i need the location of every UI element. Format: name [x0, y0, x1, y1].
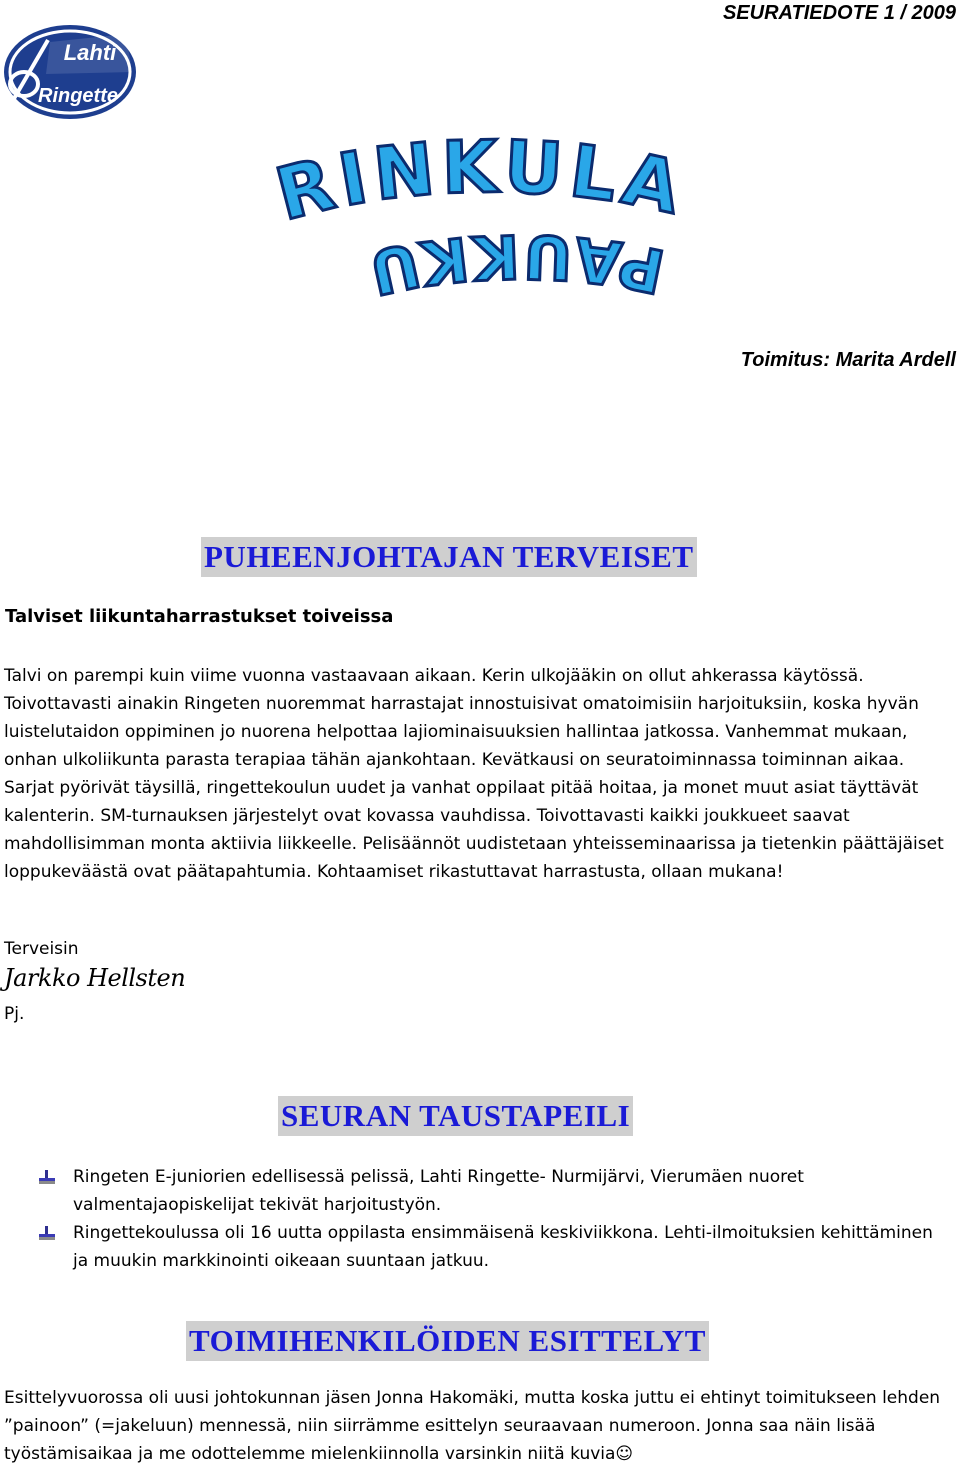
- list-item: [38, 1219, 938, 1275]
- signer-role: Pj.: [4, 1004, 25, 1024]
- signature: Jarkko Hellsten: [4, 964, 186, 992]
- book-bullet-icon: [38, 1170, 56, 1186]
- section-title-staff-intro: TOIMIHENKILÖIDEN ESITTELYT: [186, 1321, 709, 1361]
- greeting-text: Terveisin: [4, 939, 79, 959]
- svg-text:Ringette: Ringette: [38, 85, 118, 107]
- svg-text:PAUKKU: PAUKKU: [357, 220, 671, 309]
- club-board-list: [38, 1163, 938, 1275]
- rinkula-paukku-masthead: [130, 130, 830, 360]
- section-title-club-board: SEURAN TAUSTAPEILI: [278, 1096, 633, 1136]
- editor-credit: Toimitus: Marita Ardell: [740, 349, 956, 371]
- issue-label: SEURATIEDOTE 1 / 2009: [722, 2, 956, 24]
- list-item-text: Ringeten E-juniorien edellisessä pelissä, Lahti Ringette- Nurmijärvi, Vierumäen nuoret valmentajaopiskelijat tekivät harjoitustyön.: [73, 1167, 804, 1215]
- svg-text:RINKULA: RINKULA: [267, 130, 694, 237]
- staff-intro-body: Esittelyvuorossa oli uusi johtokunnan jäsen Jonna Hakomäki, mutta koska juttu ei ehtinyt toimitukseen lehden ”painoon” (=jakeluun) mennessä, niin siirrämme esittelyn seuraavaan numeroon. Jonna saa näin lisää työstämisaikaa ja me odottelemme mielenkiinnolla varsinkin niitä kuvia☺: [4, 1388, 941, 1464]
- list-item: [38, 1163, 938, 1219]
- lahti-ringette-logo: [2, 22, 138, 122]
- chair-greetings-body: Talvi on parempi kuin viime vuonna vastaavaan aikaan. Kerin ulkojääkin on ollut ahkerassa käytössä. Toivottavasti ainakin Ringeten nuoremmat harrastajat innostuisivat omatoimisiin harjoituksiin, koska hyvän luistelutaidon oppiminen jo nuorena helpottaa lajiominaisuuksien hallintaa jatkossa. Vanhemmat mukaan, onhan ulkoliikunta parasta terapiaa tähän ajankohtaan. Kevätkausi on seuratoiminnassa toiminnan aikaa. Sarjat pyörivät täysillä, ringettekoulun uudet ja vanhat oppilaat pitää hoitaa, ja monet muut asiat täyttävät kalenterin. SM-turnauksen järjestelyt ovat kovassa vauhdissa. Toivottavasti kaikki joukkueet saavat mahdollisimman monta aktiivia liikkeelle. Pelisäännöt uudistetaan yhteisseminaarissa ja tietenkin päättäjäiset loppukeväästä ovat päätapahtumia. Kohtaamiset rikastuttavat harrastusta, ollaan mukana!: [4, 666, 944, 882]
- chair-subheading: Talviset liikuntaharrastukset toiveissa: [5, 606, 394, 627]
- book-bullet-icon: [38, 1226, 56, 1242]
- svg-text:Lahti: Lahti: [63, 40, 117, 65]
- section-title-chair-greetings: PUHEENJOHTAJAN TERVEISET: [201, 537, 697, 577]
- list-item-text: Ringettekoulussa oli 16 uutta oppilasta ensimmäisenä keskiviikkona. Lehti-ilmoituksien kehittäminen ja muukin markkinointi oikeaan suuntaan jatkuu.: [73, 1223, 933, 1271]
